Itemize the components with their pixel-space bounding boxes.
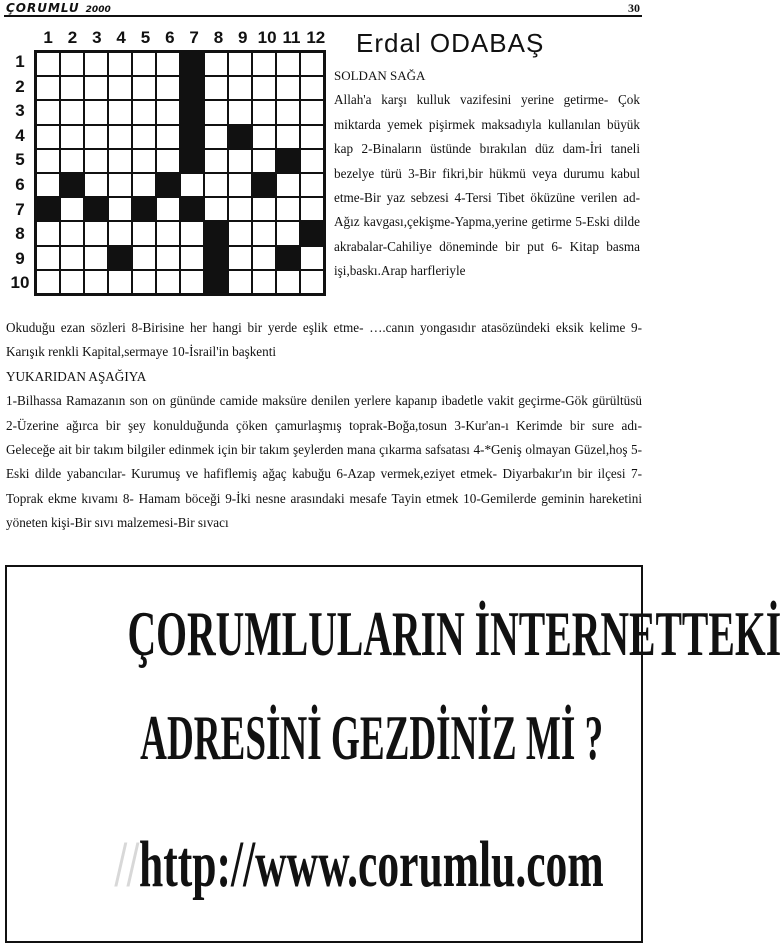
black-cell	[204, 246, 228, 270]
black-cell	[156, 173, 180, 197]
empty-cell[interactable]	[204, 52, 228, 76]
empty-cell[interactable]	[228, 52, 252, 76]
empty-cell[interactable]	[156, 100, 180, 124]
empty-cell[interactable]	[132, 270, 156, 294]
column-number: 10	[257, 28, 277, 47]
empty-cell[interactable]	[132, 221, 156, 245]
header-rule	[4, 15, 642, 17]
empty-cell[interactable]	[132, 125, 156, 149]
empty-cell[interactable]	[36, 221, 60, 245]
empty-cell[interactable]	[60, 52, 84, 76]
row-numbers	[6, 50, 34, 296]
empty-cell[interactable]	[36, 52, 60, 76]
empty-cell[interactable]	[156, 52, 180, 76]
empty-cell[interactable]	[204, 197, 228, 221]
empty-cell[interactable]	[60, 100, 84, 124]
empty-cell[interactable]	[228, 76, 252, 100]
empty-cell[interactable]	[204, 149, 228, 173]
page-number: 30	[628, 1, 640, 15]
empty-cell[interactable]	[300, 149, 324, 173]
empty-cell[interactable]	[252, 221, 276, 245]
empty-cell[interactable]	[108, 197, 132, 221]
column-numbers	[36, 28, 328, 48]
black-cell	[180, 125, 204, 149]
empty-cell[interactable]	[276, 52, 300, 76]
empty-cell[interactable]	[36, 173, 60, 197]
empty-cell[interactable]	[300, 100, 324, 124]
empty-cell[interactable]	[204, 76, 228, 100]
empty-cell[interactable]	[108, 270, 132, 294]
black-cell	[132, 197, 156, 221]
ad-ghost-mark: //	[114, 828, 139, 901]
empty-cell[interactable]	[84, 52, 108, 76]
empty-cell[interactable]	[156, 270, 180, 294]
empty-cell[interactable]	[108, 100, 132, 124]
black-cell	[36, 197, 60, 221]
down-heading: YUKARIDAN AŞAĞIYA	[6, 368, 147, 384]
empty-cell[interactable]	[84, 100, 108, 124]
clue-body	[6, 316, 642, 536]
ad-headline-line1: ÇORUMLULARIN İNTERNETTEKİ	[127, 598, 781, 669]
empty-cell[interactable]	[60, 246, 84, 270]
empty-cell[interactable]	[228, 246, 252, 270]
column-number: 4	[116, 28, 126, 47]
empty-cell[interactable]	[180, 173, 204, 197]
black-cell	[60, 173, 84, 197]
empty-cell[interactable]	[276, 221, 300, 245]
empty-cell[interactable]	[228, 197, 252, 221]
empty-cell[interactable]	[84, 270, 108, 294]
empty-cell[interactable]	[204, 173, 228, 197]
black-cell	[228, 125, 252, 149]
black-cell	[276, 246, 300, 270]
empty-cell[interactable]	[108, 173, 132, 197]
row-number: 4	[15, 125, 25, 145]
across-text-top: Allah'a karşı kulluk vazifesini yerine getirme- Çok miktarda yemek pişirmek maksadıyla kullanılan büyük kap 2-Binaların üstünde bırakılan düz dam-İri taneli bezelye türü 3-Bir fikri,bir hükmü veya durumu kabul etme-Bir yaz sebzesi 4-Tersi Tibet öküzüne verilen ad-Ağız kavgası,çekişme-Yapma,yerine getirme 5-Eski dilde akrabalar-Cahiliye döneminde bir put 6- Kitap basma işi,baskı.Arap harfleriyle	[334, 92, 640, 279]
empty-cell[interactable]	[156, 246, 180, 270]
black-cell	[84, 197, 108, 221]
empty-cell[interactable]	[36, 246, 60, 270]
empty-cell[interactable]	[156, 149, 180, 173]
empty-cell[interactable]	[300, 270, 324, 294]
column-number: 11	[282, 28, 301, 47]
advertisement-box	[5, 565, 781, 943]
empty-cell[interactable]	[60, 149, 84, 173]
empty-cell[interactable]	[60, 125, 84, 149]
across-clues-top	[334, 64, 640, 284]
empty-cell[interactable]	[84, 246, 108, 270]
ad-headline-line2: ADRESİNİ GEZDİNİZ Mİ ?	[140, 702, 604, 773]
magazine-year: 2000	[85, 5, 111, 15]
author-name: Erdal ODABAŞ	[356, 28, 545, 58]
empty-cell[interactable]	[300, 173, 324, 197]
black-cell	[180, 52, 204, 76]
black-cell	[180, 76, 204, 100]
empty-cell[interactable]	[300, 246, 324, 270]
empty-cell[interactable]	[180, 221, 204, 245]
empty-cell[interactable]	[36, 125, 60, 149]
empty-cell[interactable]	[84, 76, 108, 100]
column-number: 12	[306, 28, 326, 47]
empty-cell[interactable]	[228, 149, 252, 173]
empty-cell[interactable]	[156, 197, 180, 221]
column-number: 5	[140, 28, 151, 47]
down-text: 1-Bilhassa Ramazanın son on gününde camide maksüre denilen yerlere kapanıp ibadetle vakit geçirme-Gök gürültüsü 2-Üzerine ağırca bir şey konulduğunda çöken çamurlaşmış toprak-Boğa,tosun 3-Kur'an-ı Kerimde bir sure adı- Geleceğe ait bir takım bilgiler edinmek için bir takım şeylerden mana çıkarma safsatası 4-*Geniş olmayan Güzel,hoş 5- Eski dilde yabancılar- Kurumuş ve hafiflemiş ağaç kabuğu 6-Azap vermek,eziyet etmek- Diyarbakır'ın bir ilçesi 7- Toprak ekme kıvamı 8- Hamam böceği 9-İki nesne arasındaki mesafe Tayin etmek 10-Gemilerde geminin hareketini yöneten kişi-Bir sıvı malzemesi-Bir sıvacı	[6, 393, 642, 531]
empty-cell[interactable]	[300, 197, 324, 221]
across-heading: SOLDAN SAĞA	[334, 68, 426, 83]
empty-cell[interactable]	[84, 221, 108, 245]
empty-cell[interactable]	[180, 270, 204, 294]
row-number: 1	[15, 52, 25, 71]
black-cell	[108, 246, 132, 270]
column-number: 9	[238, 28, 248, 47]
black-cell	[204, 221, 228, 245]
empty-cell[interactable]	[252, 76, 276, 100]
row-number: 7	[15, 199, 25, 219]
empty-cell[interactable]	[108, 221, 132, 245]
magazine-title	[6, 1, 111, 15]
black-cell	[180, 100, 204, 124]
empty-cell[interactable]	[228, 100, 252, 124]
black-cell	[180, 197, 204, 221]
empty-cell[interactable]	[132, 100, 156, 124]
empty-cell[interactable]	[84, 173, 108, 197]
empty-cell[interactable]	[84, 125, 108, 149]
across-text-rest: Okuduğu ezan sözleri 8-Birisine her hangi bir yerde eşlik etme- ….canın yongasıdır atasözündeki eksik kelime 9-Karışık renkli Kapital,sermaye 10-İsrail'in başkenti	[6, 320, 642, 360]
empty-cell[interactable]	[156, 221, 180, 245]
black-cell	[180, 149, 204, 173]
empty-cell[interactable]	[36, 270, 60, 294]
empty-cell[interactable]	[252, 149, 276, 173]
row-number: 8	[15, 224, 25, 244]
empty-cell[interactable]	[276, 76, 300, 100]
empty-cell[interactable]	[60, 270, 84, 294]
empty-cell[interactable]	[60, 221, 84, 245]
ad-url-line	[114, 827, 604, 903]
empty-cell[interactable]	[300, 52, 324, 76]
row-number: 3	[15, 101, 25, 121]
empty-cell[interactable]	[36, 76, 60, 100]
empty-cell[interactable]	[132, 246, 156, 270]
empty-cell[interactable]	[252, 270, 276, 294]
empty-cell[interactable]	[132, 173, 156, 197]
black-cell	[276, 149, 300, 173]
empty-cell[interactable]	[108, 76, 132, 100]
black-cell	[204, 270, 228, 294]
empty-cell[interactable]	[36, 100, 60, 124]
empty-cell[interactable]	[228, 270, 252, 294]
empty-cell[interactable]	[108, 52, 132, 76]
empty-cell[interactable]	[180, 246, 204, 270]
empty-cell[interactable]	[276, 173, 300, 197]
empty-cell[interactable]	[228, 221, 252, 245]
empty-cell[interactable]	[84, 149, 108, 173]
column-number: 8	[213, 28, 224, 47]
empty-cell[interactable]	[300, 76, 324, 100]
empty-cell[interactable]	[276, 125, 300, 149]
empty-cell[interactable]	[132, 76, 156, 100]
black-cell	[252, 173, 276, 197]
empty-cell[interactable]	[252, 52, 276, 76]
empty-cell[interactable]	[252, 125, 276, 149]
crossword-grid	[34, 50, 326, 296]
empty-cell[interactable]	[228, 173, 252, 197]
column-number: 7	[189, 28, 199, 47]
column-number: 1	[43, 28, 53, 47]
ad-url[interactable]: http://www.corumlu.com	[138, 828, 604, 901]
row-number: 10	[10, 273, 30, 293]
black-cell	[300, 221, 324, 245]
empty-cell[interactable]	[276, 100, 300, 124]
empty-cell[interactable]	[36, 149, 60, 173]
row-number: 6	[15, 174, 25, 194]
empty-cell[interactable]	[108, 149, 132, 173]
empty-cell[interactable]	[252, 100, 276, 124]
row-number: 2	[15, 76, 25, 96]
empty-cell[interactable]	[132, 149, 156, 173]
empty-cell[interactable]	[108, 125, 132, 149]
empty-cell[interactable]	[60, 197, 84, 221]
empty-cell[interactable]	[204, 125, 228, 149]
row-number: 5	[15, 150, 25, 170]
empty-cell[interactable]	[60, 76, 84, 100]
empty-cell[interactable]	[156, 125, 180, 149]
column-number: 3	[92, 28, 102, 47]
magazine-name: ÇORUMLU	[6, 1, 80, 15]
empty-cell[interactable]	[156, 76, 180, 100]
empty-cell[interactable]	[252, 197, 276, 221]
page-header	[4, 0, 642, 16]
empty-cell[interactable]	[276, 197, 300, 221]
empty-cell[interactable]	[132, 52, 156, 76]
empty-cell[interactable]	[204, 100, 228, 124]
empty-cell[interactable]	[276, 270, 300, 294]
row-number: 9	[15, 248, 25, 268]
column-number: 6	[165, 28, 175, 47]
empty-cell[interactable]	[252, 246, 276, 270]
empty-cell[interactable]	[300, 125, 324, 149]
column-number: 2	[67, 28, 78, 47]
